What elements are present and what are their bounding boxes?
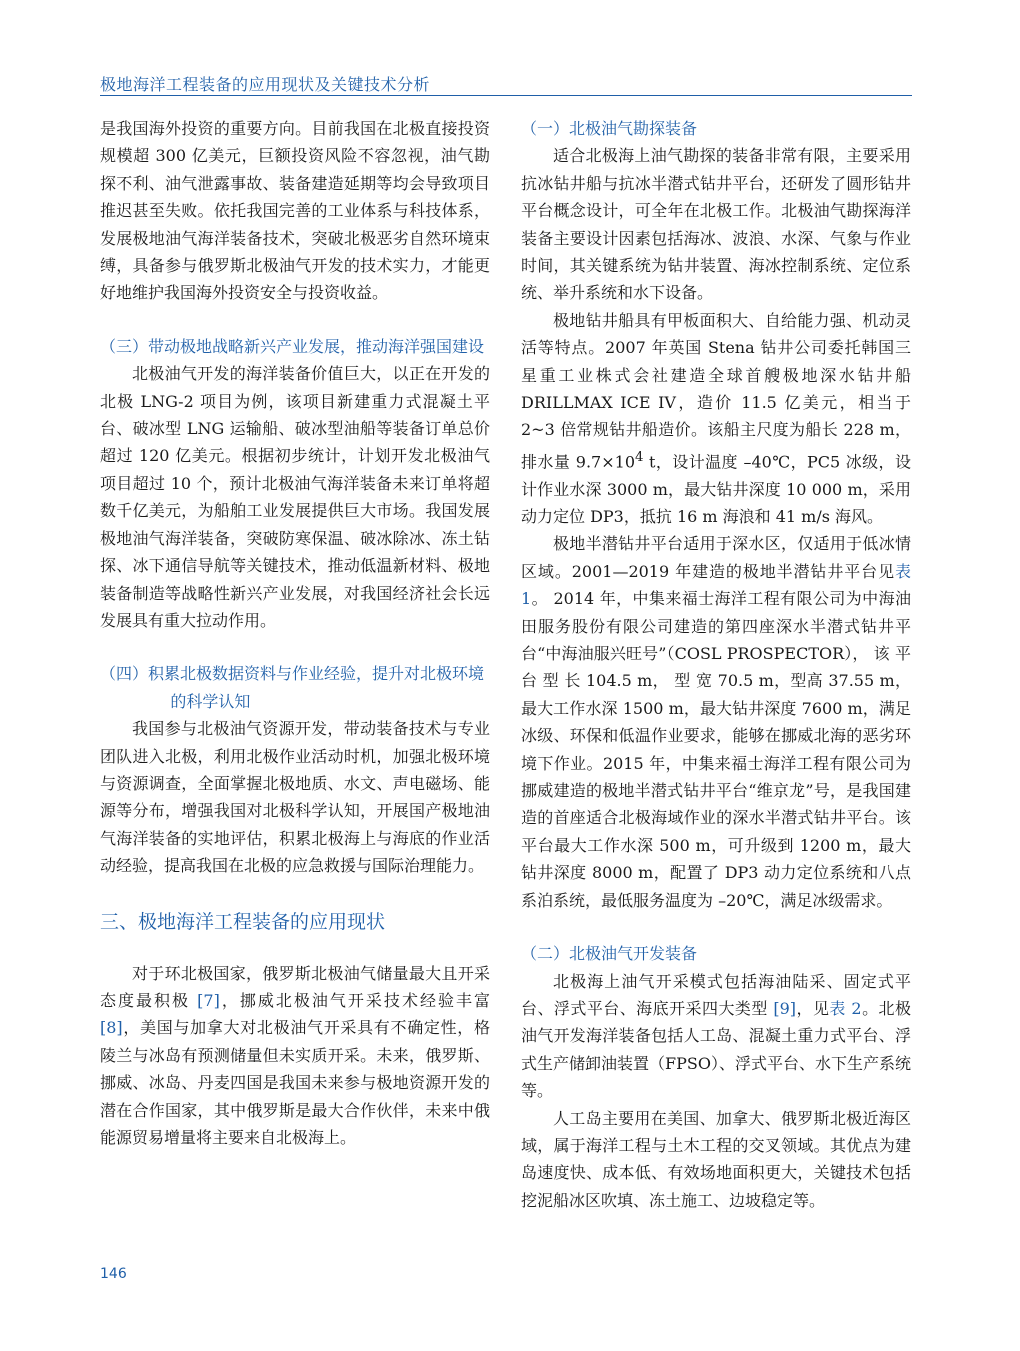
text-segment: 。 2014 年，中集来福士海洋工程有限公司为中海油田服务股份有限公司建造的第四座深水半潜式钻井平台“中海油服兴旺号”（COSL PROSPECTOR）， 该 平 台 型 长 104.5 m， 型 宽 70.5 m，型高 37.55 m，最大工作水深 1500 m，最大钻井深度 7600 m，满足冰级、环保和低温作业要求，能够在挪威北海的恶劣环境下作业。2015 年，中集来福士海洋工程有限公司为挪威建造的极地半潜式钻井平台“维京龙”号，是我国建造的首座适合北极海域作业的深水半潜式钻井平台。该平台最大工作水深 500 m，可升级到 1200 m，最大钻井深度 8000 m，配置了 DP3 动力定位系统和八点系泊系统，最低服务温度为 –20℃，满足冰级需求。 (521, 589, 911, 910)
citation-link[interactable]: [7] (197, 990, 220, 1010)
left-column (100, 115, 490, 1151)
paragraph-continued: 是我国海外投资的重要方向。目前我国在北极直接投资规模超 300 亿美元，巨额投资风险不容忽视，油气勘探不利、油气泄露事故、装备建造延期等均会导致项目推迟甚至失败。依托我国完善的工业体系与科技体系，发展极地油气海洋装备技术，突破北极恶劣自然环境束缚，具备参与俄罗斯北极油气开发的技术实力，才能更好地维护我国海外投资安全与投资收益。 (100, 119, 490, 303)
paragraph-section-4: 我国参与北极油气资源开发，带动装备技术与专业团队进入北极，利用北极作业活动时机，加强北极环境与资源调查，全面掌握北极地质、水文、声电磁场、能源等分布，增强我国对北极科学认知，开展国产极地油气海洋装备的实地评估，积累北极海上与海底的作业活动经验，提高我国在北极的应急救援与国际治理能力。 (100, 719, 490, 876)
right-column (521, 115, 911, 1214)
paragraph-drillship (521, 307, 911, 531)
text-segment: 。北极油气开发海洋装备包括人工岛、混凝土重力式平台、浮式生产储卸油装置（FPSO）、浮式平台、水下生产系统等。 (521, 998, 911, 1101)
text-segment: 北极海上油气开采模式包括海油陆采、固定式平台、浮式平台、海底开采四大类型 (521, 971, 911, 1018)
paragraph-artificial-island: 人工岛主要用在美国、加拿大、俄罗斯北极近海区域，属于海洋工程与土木工程的交叉领域。其优点为建岛速度快、成本低、有效场地面积更大，关键技术包括挖泥船冰区吹填、冻土施工、边坡稳定等。 (521, 1108, 911, 1210)
paragraph-section-3: 北极油气开发的海洋装备价值巨大，以正在开发的北极 LNG-2 项目为例，该项目新建重力式混凝土平台、破冰型 LNG 运输船、破冰型油船等装备订单总价超过 120 亿美元。根据初步统计，计划开发北极油气项目超过 10 个，预计北极油气海洋装备未来订单将超数千亿美元，为船舶工业发展提供巨大市场。我国发展极地油气海洋装备，突破防寒保温、破冰除冰、冻土钻探、冰下通信导航等关键技术，推动低温新材料、极地装备制造等战略性新兴产业发展，对我国经济社会长远发展具有重大拉动作用。 (100, 364, 490, 630)
text-segment: 极地钻井船具有甲板面积大、自给能力强、机动灵活等特点。2007 年英国 Stena 钻井公司委托韩国三星重工业株式会社建造全球首艘极地深水钻井船 DRILLMAX ICE IV，造价 11.5 亿美元，相当于 2~3 倍常规钻井船造价。该船主尺度为船长 228 m，排水量 9.7×10 (521, 310, 911, 472)
paragraph-development (521, 968, 911, 1105)
citation-link[interactable]: [8] (100, 1018, 123, 1038)
paragraph-chapter-3 (100, 960, 490, 1152)
table-2-link[interactable]: 表 2 (829, 998, 862, 1018)
paragraph-exploration: 适合北极海上油气勘探的装备非常有限，主要采用抗冰钻井船与抗冰半潜式钻井平台，还研发了圆形钻井平台概念设计，可全年在北极工作。北极油气勘探海洋装备主要设计因素包括海冰、波浪、水深、气象与作业时间，其关键系统为钻井装置、海冰控制系统、定位系统、举升系统和水下设备。 (521, 146, 911, 303)
heading-chapter-3: 三、极地海洋工程装备的应用现状 (100, 910, 386, 933)
heading-subsection-2: （二）北极油气开发装备 (521, 944, 698, 964)
text-segment: ，见 (796, 998, 830, 1018)
text-segment: 极地半潜钻井平台适用于深水区，仅适用于低冰情区域。2001—2019 年建造的极地半潜钻井平台见 (521, 534, 911, 581)
header-rule (100, 95, 912, 96)
heading-section-4: （四）积累北极数据资料与作业经验，提升对北极环境的科学认知 (100, 664, 485, 711)
paragraph-semisubmersible (521, 530, 911, 914)
page-number: 146 (100, 1266, 127, 1282)
text-segment: ，美国与加拿大对北极油气开采具有不确定性，格陵兰与冰岛有预测储量但未实质开采。未来，俄罗斯、挪威、冰岛、丹麦四国是我国未来参与极地资源开发的潜在合作国家，其中俄罗斯是最大合作伙伴，未来中俄能源贸易增量将主要来自北极海上。 (100, 1018, 490, 1147)
superscript: 4 (635, 449, 644, 465)
text-segment: t，设计温度 –40℃，PC5 冰级，设计作业水深 3000 m，最大钻井深度 10 000 m，采用动力定位 DP3，抵抗 16 m 海浪和 41 m/s 海风。 (521, 452, 911, 527)
text-segment: ，挪威北极油气开采技术经验丰富 (219, 990, 490, 1010)
citation-link[interactable]: [9] (773, 998, 797, 1018)
heading-section-3: （三）带动极地战略新兴产业发展，推动海洋强国建设 (100, 336, 485, 356)
table-1-link[interactable]: 表 1 (521, 561, 911, 609)
text-segment: 对于环北极国家，俄罗斯北极油气储量最大且开采态度最积极 (100, 963, 490, 1010)
running-header: 极地海洋工程装备的应用现状及关键技术分析 (100, 75, 431, 94)
heading-subsection-1: （一）北极油气勘探装备 (521, 119, 698, 138)
